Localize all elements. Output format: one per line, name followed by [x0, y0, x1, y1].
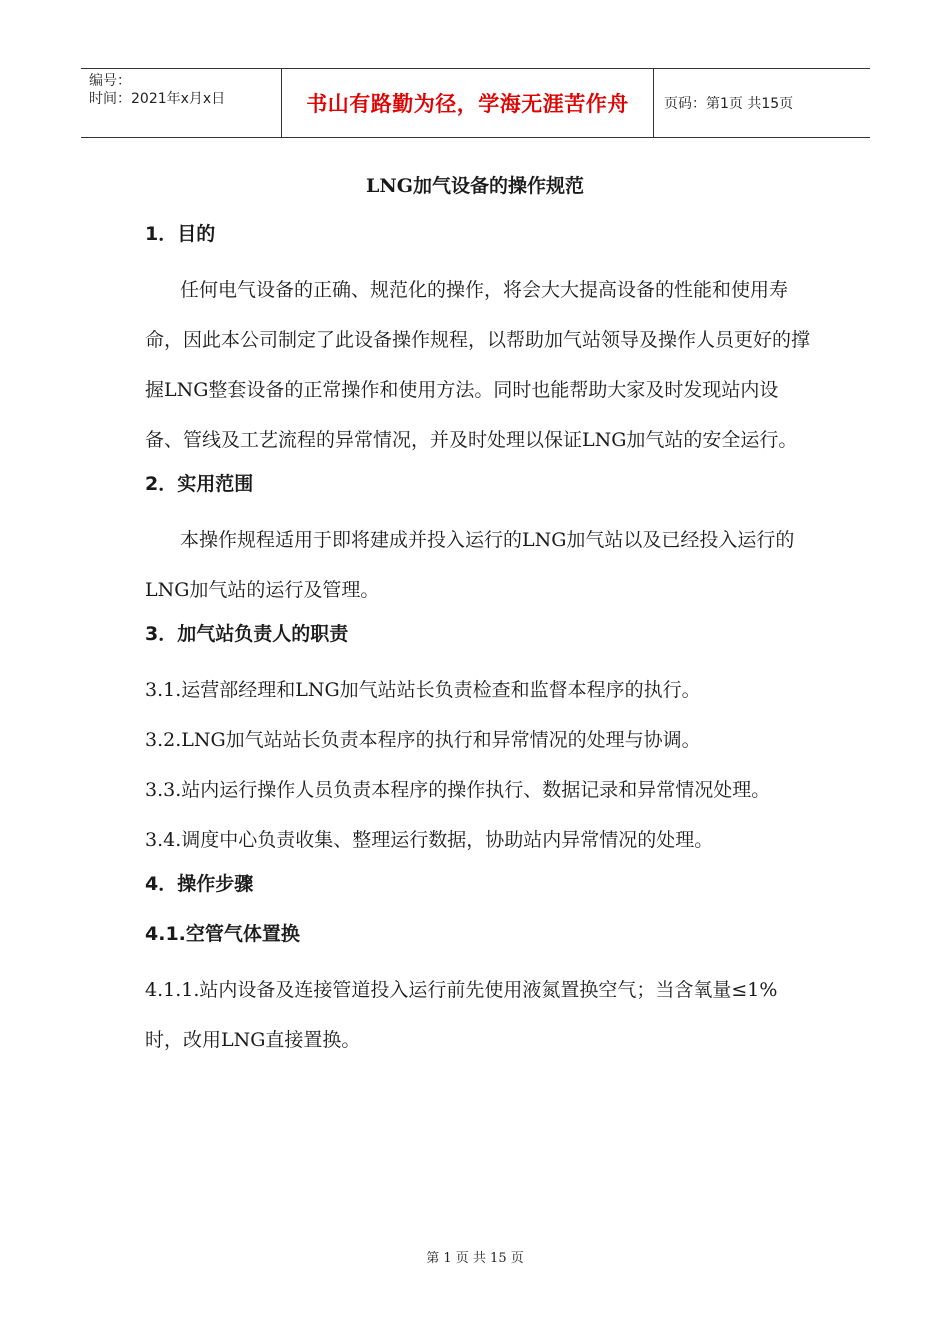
header-table	[81, 68, 870, 138]
page-footer: 第 1 页 共 15 页	[426, 1251, 524, 1266]
section-heading-steps: 4．操作步骤	[145, 873, 254, 895]
number-label: 编号：	[89, 73, 131, 89]
section-heading-responsibilities: 3．加气站负责人的职责	[145, 623, 349, 645]
section-text-scope: 本操作规程适用于即将建成并投入运行的LNG加气站以及已经投入运行的LNG加气站的运行及管理。	[145, 529, 795, 601]
time-label: 时间：2021年x月x日	[89, 91, 226, 107]
header-motto: 书山有路勤为径，学海无涯苦作舟	[282, 69, 654, 137]
subsection-heading-purge: 4.1.空管气体置换	[145, 923, 300, 945]
document-body	[145, 215, 815, 1065]
document-title: LNG加气设备的操作规范	[366, 175, 584, 197]
responsibility-item: 3.1.运营部经理和LNG加气站站长负责检查和监督本程序的执行。	[145, 679, 701, 701]
responsibility-item: 3.3.站内运行操作人员负责本程序的操作执行、数据记录和异常情况处理。	[145, 779, 771, 801]
header-page-info: 页码：第1页 共15页	[664, 96, 794, 112]
responsibility-item: 3.2.LNG加气站站长负责本程序的执行和异常情况的处理与协调。	[145, 729, 701, 751]
section-text-purpose: 任何电气设备的正确、规范化的操作，将会大大提高设备的性能和使用寿命，因此本公司制定了此设备操作规程，以帮助加气站领导及操作人员更好的撑握LNG整套设备的正常操作和使用方法。同时也能帮助大家及时发现站内设备、管线及工艺流程的异常情况，并及时处理以保证LNG加气站的安全运行。	[145, 279, 811, 451]
header-left-cell	[81, 69, 282, 137]
responsibility-item: 3.4.调度中心负责收集、整理运行数据，协助站内异常情况的处理。	[145, 829, 714, 851]
section-heading-purpose: 1．目的	[145, 223, 216, 245]
step-item: 4.1.1.站内设备及连接管道投入运行前先使用液氮置换空气；当含氧量≤1%时，改用LNG直接置换。	[145, 979, 778, 1051]
section-heading-scope: 2．实用范围	[145, 473, 254, 495]
